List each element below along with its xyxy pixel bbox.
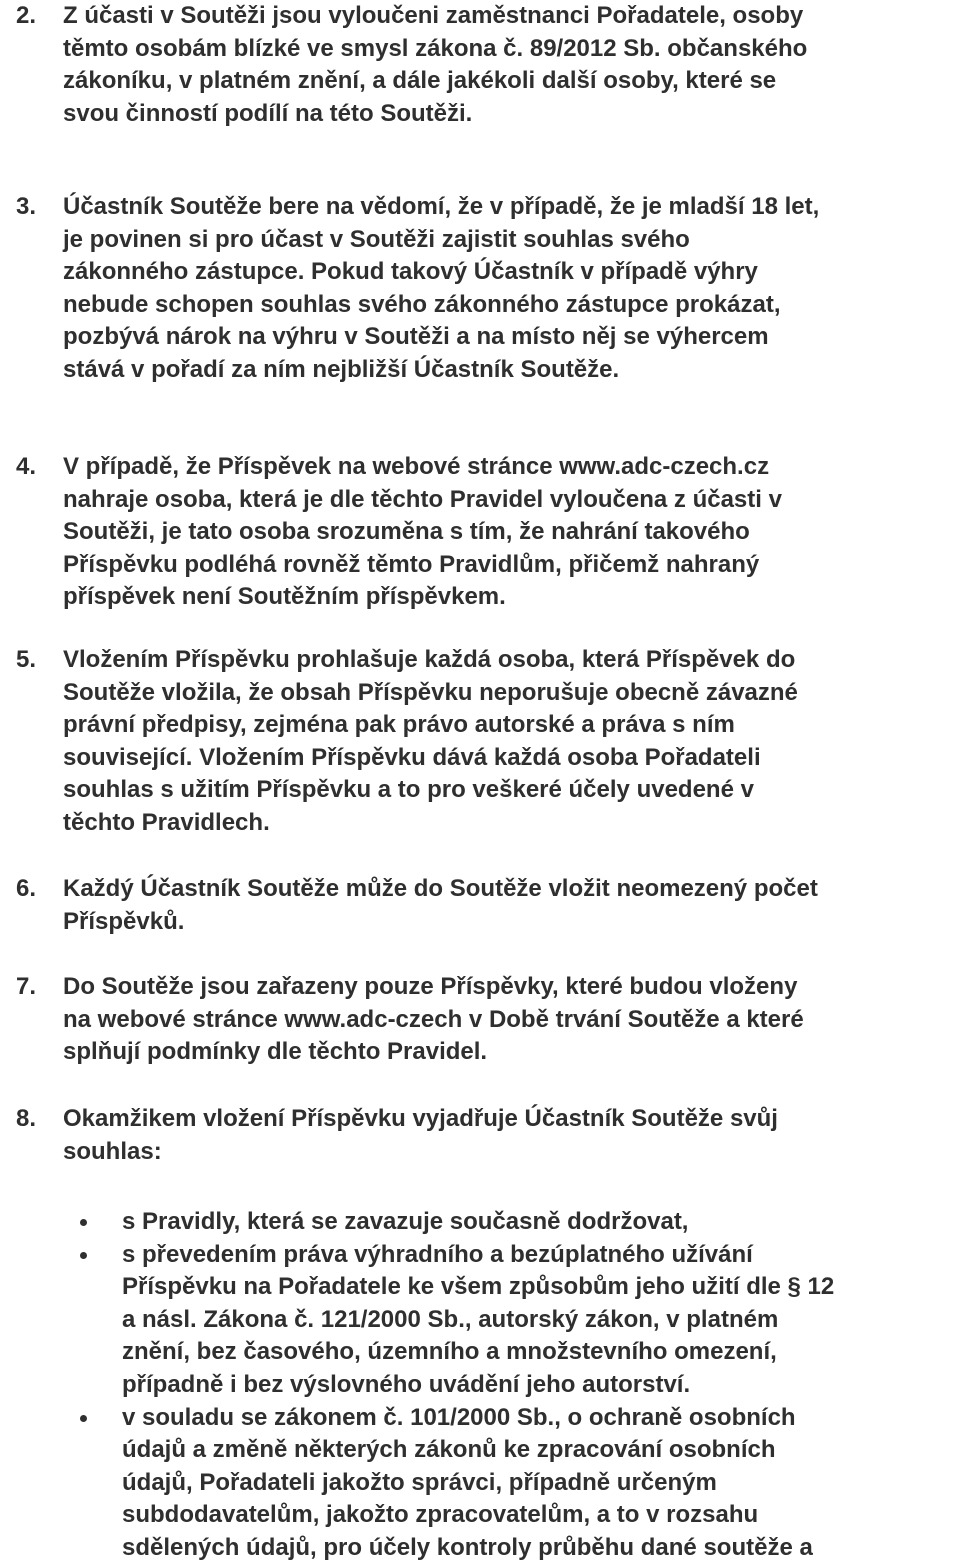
- bullet-text: [122, 1402, 958, 1565]
- rule-item-6: [0, 873, 958, 938]
- text-line: a násl. Zákona č. 121/2000 Sb., autorský zákon, v platném: [122, 1305, 779, 1333]
- text-line: V případě, že Příspěvek na webové stránce www.adc-czech.cz: [63, 453, 770, 480]
- item-number: 3.: [16, 193, 37, 220]
- rule-item-4: [0, 451, 958, 614]
- text-line: těmto osobám blízké ve smysl zákona č. 89/2012 Sb. občanského: [63, 34, 808, 62]
- rule-item-8: [0, 1103, 958, 1168]
- text-line: těchto Pravidlech.: [63, 808, 270, 836]
- text-line: Soutěži, je tato osoba srozuměna s tím, že nahrání takového: [63, 518, 750, 546]
- text-line: případně i bez výslovného uvádění jeho autorství.: [122, 1370, 691, 1398]
- text-line: zákoníku, v platném znění, a dále jakékoli další osoby, které se: [63, 67, 777, 95]
- text-line: související. Vložením Příspěvku dává každá osoba Pořadateli: [63, 743, 761, 771]
- text-line: Okamžikem vložení Příspěvku vyjadřuje Účastník Soutěže svůj: [63, 1105, 778, 1132]
- text-line: Soutěže vložila, že obsah Příspěvku neporušuje obecně závazné: [63, 678, 798, 706]
- text-line: je povinen si pro účast v Soutěži zajistit souhlas svého: [63, 225, 690, 253]
- text-line: na webové stránce www.adc-czech v Době trvání Soutěže a které: [63, 1005, 804, 1033]
- bullet-dot-icon: [80, 1252, 87, 1259]
- text-line: zákonného zástupce. Pokud takový Účastník v případě výhry: [63, 258, 758, 286]
- item-number: 5.: [16, 646, 37, 673]
- item-number: 7.: [16, 973, 37, 1000]
- item-text: [63, 873, 958, 938]
- bullet-item: [0, 1239, 958, 1402]
- item-text: [63, 191, 958, 387]
- bullet-dot-icon: [80, 1415, 87, 1422]
- item-number: 4.: [16, 453, 37, 480]
- text-line: souhlas:: [63, 1137, 162, 1165]
- text-line: souhlas s užitím Příspěvku a to pro veškeré účely uvedené v: [63, 776, 754, 804]
- text-line: Každý Účastník Soutěže může do Soutěže vložit neomezený počet: [63, 875, 818, 902]
- item-text: [63, 451, 958, 614]
- text-line: nahraje osoba, která je dle těchto Pravidel vyloučena z účasti v: [63, 485, 782, 513]
- text-line: sdělených údajů, pro účely kontroly průběhu dané soutěže a: [122, 1533, 813, 1561]
- text-line: stává v pořadí za ním nejbližší Účastník Soutěže.: [63, 355, 620, 383]
- rule-item-2: [0, 0, 958, 130]
- text-line: Vložením Příspěvku prohlašuje každá osoba, která Příspěvek do: [63, 646, 796, 673]
- text-line: v souladu se zákonem č. 101/2000 Sb., o ochraně osobních: [122, 1403, 796, 1431]
- text-line: Příspěvků.: [63, 907, 185, 935]
- item-number: 2.: [16, 2, 37, 29]
- item-text: [63, 0, 958, 130]
- text-line: splňují podmínky dle těchto Pravidel.: [63, 1038, 488, 1066]
- text-line: Z účasti v Soutěži jsou vyloučeni zaměstnanci Pořadatele, osoby: [63, 2, 804, 29]
- text-line: údajů a změně některých zákonů ke zpracování osobních: [122, 1436, 776, 1464]
- bullet-text: [122, 1206, 958, 1239]
- text-line: Příspěvku podléhá rovněž těmto Pravidlům, přičemž nahraný: [63, 550, 760, 578]
- text-line: znění, bez časového, územního a množstevního omezení,: [122, 1338, 777, 1366]
- text-line: subdodavatelům, jakožto zpracovatelům, a to v rozsahu: [122, 1501, 759, 1529]
- rule-item-5: [0, 644, 958, 840]
- item-number: 6.: [16, 875, 37, 902]
- text-line: údajů, Pořadateli jakožto správci, případně určeným: [122, 1468, 717, 1496]
- text-line: příspěvek není Soutěžním příspěvkem.: [63, 583, 506, 611]
- item-text: [63, 644, 958, 840]
- text-line: svou činností podílí na této Soutěži.: [63, 99, 473, 127]
- consent-bullet-list: [0, 1206, 958, 1565]
- text-line: s převedením práva výhradního a bezúplatného užívání: [122, 1240, 753, 1268]
- bullet-item: [0, 1206, 958, 1239]
- rule-item-7: [0, 971, 958, 1069]
- text-line: Do Soutěže jsou zařazeny pouze Příspěvky, které budou vloženy: [63, 973, 798, 1000]
- text-line: právní předpisy, zejména pak právo autorské a práva s ním: [63, 711, 735, 739]
- text-line: Účastník Soutěže bere na vědomí, že v případě, že je mladší 18 let,: [63, 193, 820, 220]
- text-line: nebude schopen souhlas svého zákonného zástupce prokázat,: [63, 290, 781, 318]
- rule-item-3: [0, 191, 958, 387]
- text-line: pozbývá nárok na výhru v Soutěži a na místo něj se výhercem: [63, 323, 769, 351]
- bullet-text: [122, 1239, 958, 1402]
- item-text: [63, 971, 958, 1069]
- bullet-item: [0, 1402, 958, 1565]
- item-number: 8.: [16, 1105, 37, 1132]
- text-line: s Pravidly, která se zavazuje současně dodržovat,: [122, 1208, 689, 1235]
- item-text: [63, 1103, 958, 1168]
- text-line: Příspěvku na Pořadatele ke všem způsobům jeho užití dle § 12: [122, 1273, 835, 1301]
- bullet-dot-icon: [80, 1219, 87, 1226]
